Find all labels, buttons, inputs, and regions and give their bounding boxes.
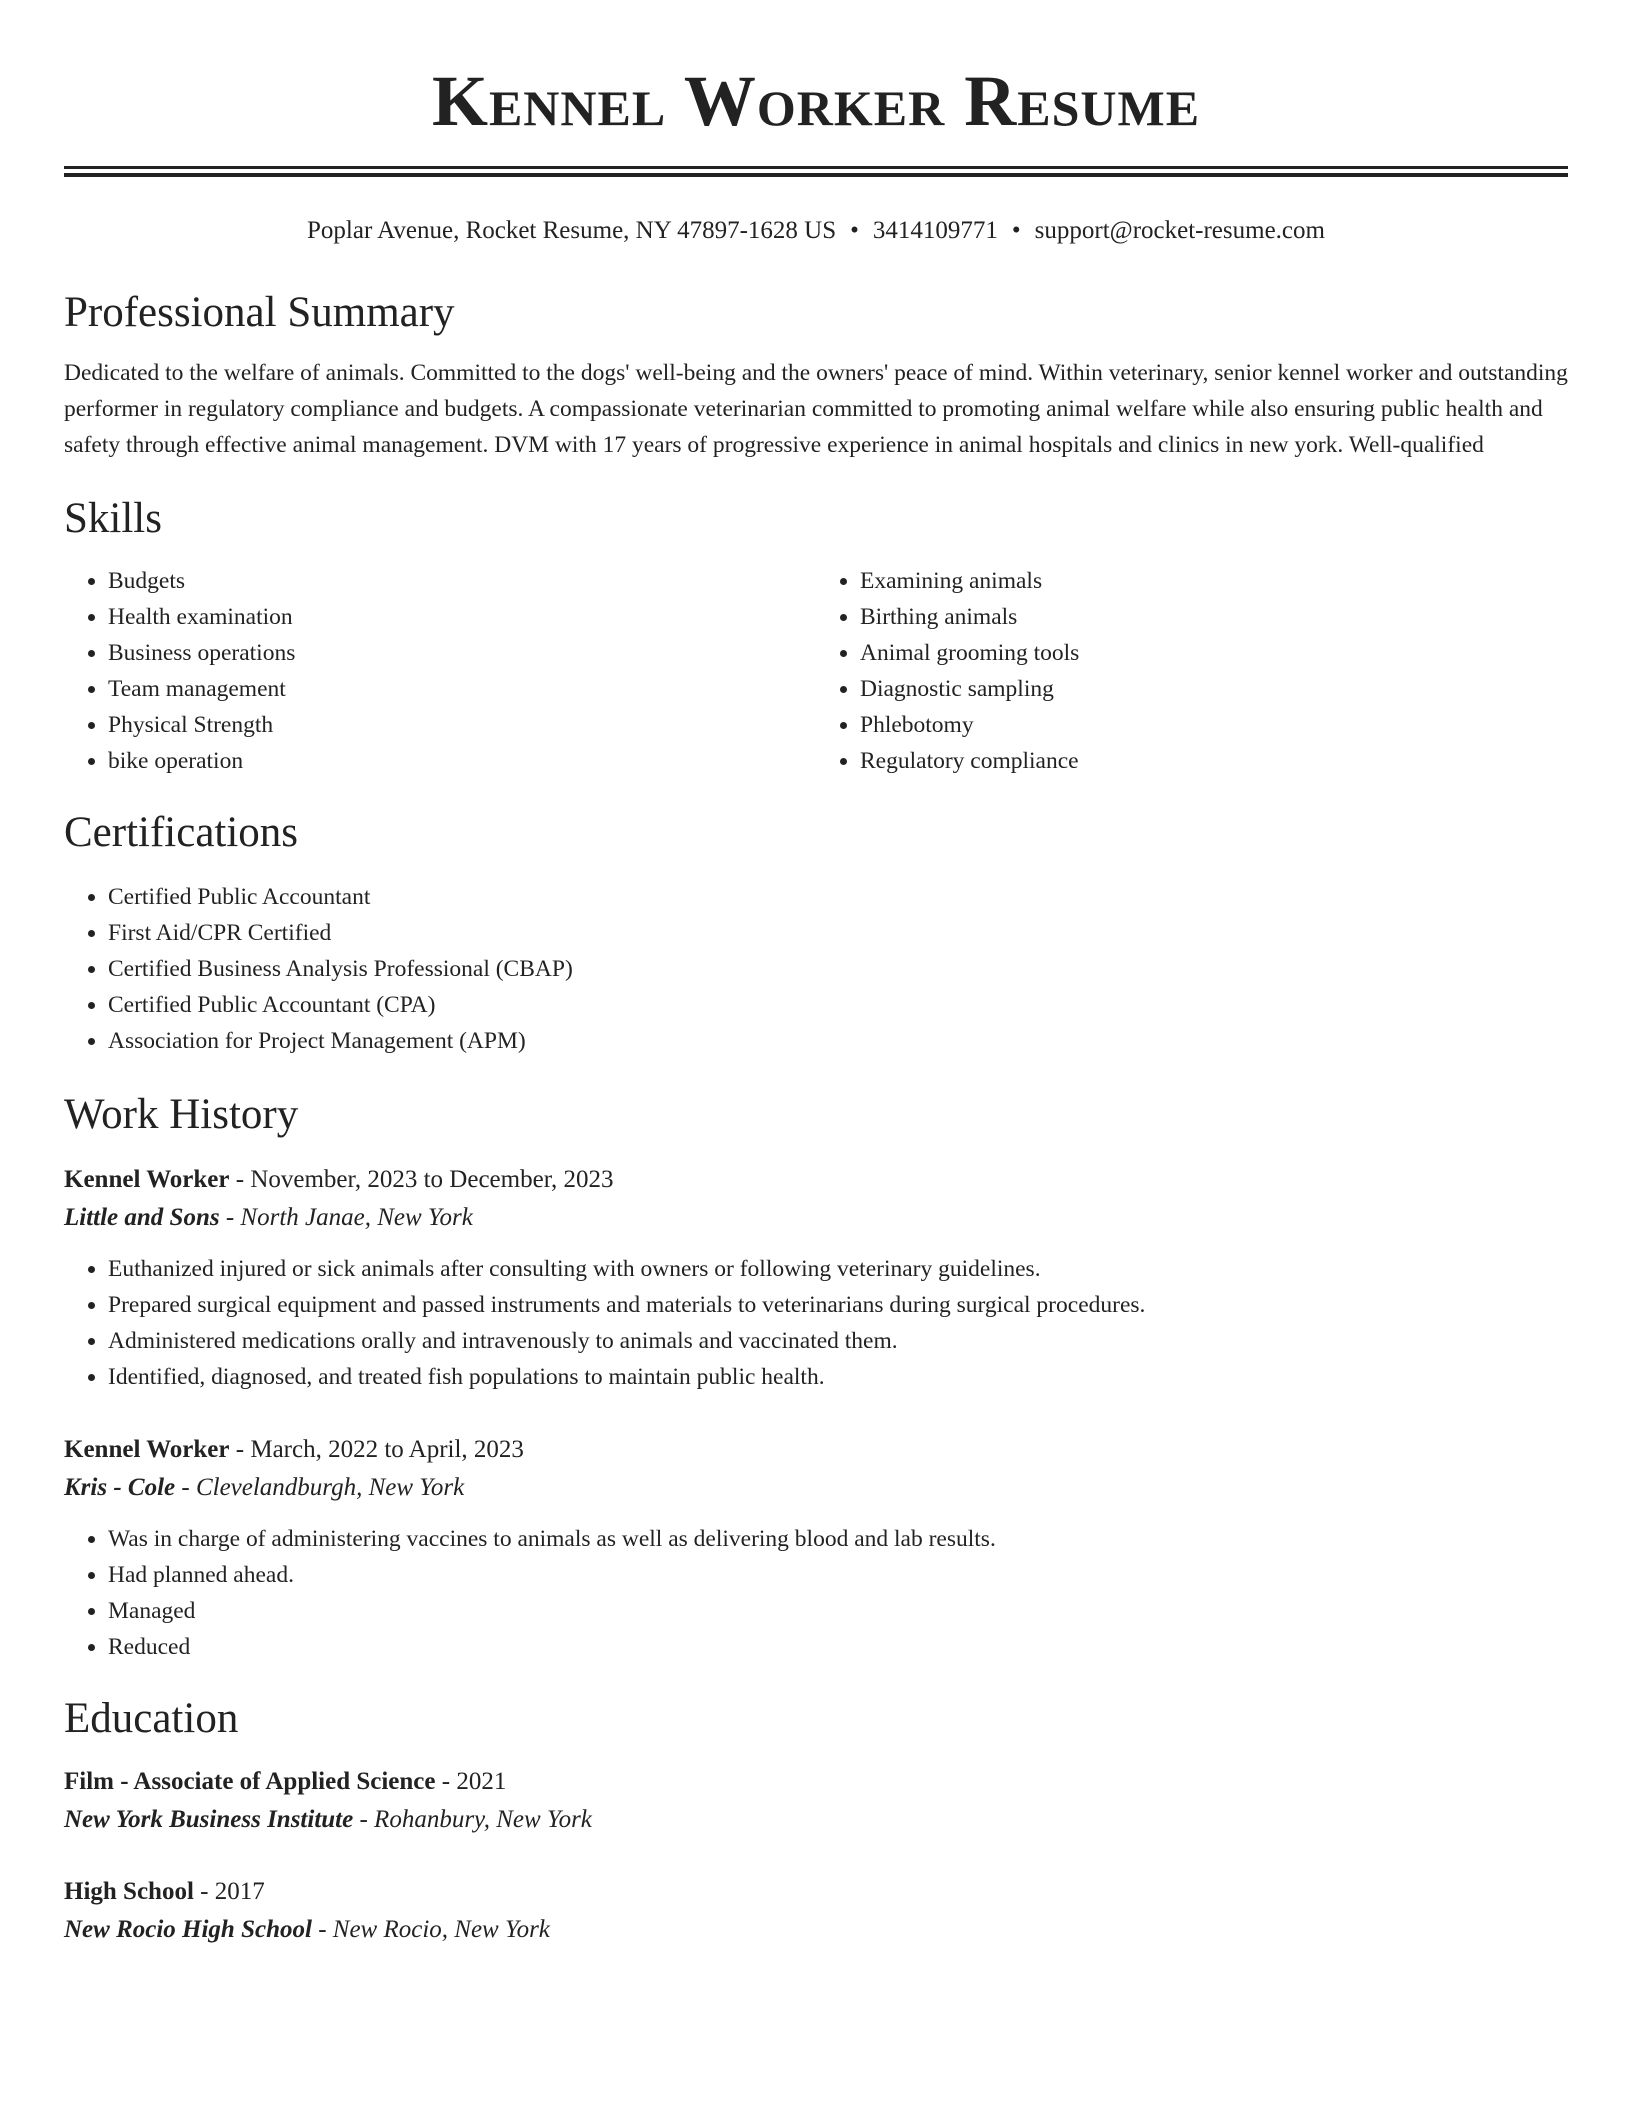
skills-list-left <box>64 563 816 779</box>
skill-item: • Regulatory compliance <box>860 743 1568 779</box>
job-location: - North Janae, New York <box>219 1204 473 1231</box>
skill-item: • Business operations <box>108 635 816 671</box>
job-bullets <box>64 1521 1568 1665</box>
education-entry <box>64 1873 1568 1949</box>
resume-title: Kennel Worker Resume <box>431 61 1201 141</box>
job-role: Kennel Worker <box>64 1166 230 1193</box>
skill-item: • Physical Strength <box>108 707 816 743</box>
job-bullet: • Euthanized injured or sick animals after consulting with owners or following veterinary guidelines. <box>108 1251 1568 1287</box>
skill-item: • Team management <box>108 671 816 707</box>
certification-item: • Certified Business Analysis Professional (CBAP) <box>108 951 1568 987</box>
job-bullet: • Administered medications orally and intravenously to animals and vaccinated them. <box>108 1323 1568 1359</box>
skill-item: • Budgets <box>108 563 816 599</box>
skill-item: • bike operation <box>108 743 816 779</box>
education-header <box>64 1763 1568 1801</box>
contact-line <box>64 215 1568 247</box>
skills-list-right <box>816 563 1568 779</box>
contact-email: support@rocket-resume.com <box>1034 217 1325 244</box>
section-heading-education: Education <box>64 1695 239 1742</box>
contact-address: Poplar Avenue, Rocket Resume, NY 47897-1628 US <box>307 217 837 244</box>
certification-item: • Certified Public Accountant <box>108 879 1568 915</box>
job-bullet: • Was in charge of administering vaccines to animals as well as delivering blood and lab results. <box>108 1521 1568 1557</box>
job-location: - Clevelandburgh, New York <box>175 1474 465 1501</box>
skill-item: • Health examination <box>108 599 816 635</box>
skills-columns <box>64 563 1568 779</box>
job-dates: - November, 2023 to December, 2023 <box>229 1166 614 1193</box>
job-bullet: • Prepared surgical equipment and passed instruments and materials to veterinarians during surgical procedures. <box>108 1287 1568 1323</box>
education-header <box>64 1873 1568 1911</box>
certification-item: • First Aid/CPR Certified <box>108 915 1568 951</box>
title-divider <box>64 166 1568 177</box>
job-role: Kennel Worker <box>64 1436 230 1463</box>
job-bullet: • Managed <box>108 1593 1568 1629</box>
education-school: New Rocio High School <box>64 1916 312 1943</box>
education-location: - New Rocio, New York <box>311 1916 550 1943</box>
certification-item: • Certified Public Accountant (CPA) <box>108 987 1568 1023</box>
contact-separator: • <box>850 217 859 244</box>
certifications-list <box>64 879 1568 1059</box>
job-header <box>64 1431 1568 1469</box>
job-employer <box>64 1469 1568 1507</box>
job-header <box>64 1161 1568 1199</box>
skill-item: • Birthing animals <box>860 599 1568 635</box>
contact-phone: 3414109771 <box>872 217 998 244</box>
education-year: - 2017 <box>193 1878 265 1905</box>
section-heading-skills: Skills <box>64 495 162 542</box>
job-entry <box>64 1431 1568 1665</box>
job-company: Little and Sons <box>64 1204 220 1231</box>
job-employer <box>64 1199 1568 1237</box>
contact-separator: • <box>1011 217 1021 244</box>
section-heading-work-history: Work History <box>64 1091 299 1138</box>
certification-item: • Association for Project Management (APM) <box>108 1023 1568 1059</box>
skill-item: • Animal grooming tools <box>860 635 1568 671</box>
education-school: New York Business Institute <box>64 1806 354 1833</box>
education-year: - 2021 <box>435 1768 507 1795</box>
education-entry <box>64 1763 1568 1839</box>
skill-item: • Phlebotomy <box>860 707 1568 743</box>
section-heading-summary: Professional Summary <box>64 289 455 336</box>
job-entry <box>64 1161 1568 1395</box>
education-degree: Film - Associate of Applied Science <box>64 1768 436 1795</box>
skill-item: • Diagnostic sampling <box>860 671 1568 707</box>
job-bullet: • Identified, diagnosed, and treated fish populations to maintain public health. <box>108 1359 1568 1395</box>
education-degree: High School <box>64 1878 194 1905</box>
job-company: Kris - Cole <box>64 1474 176 1501</box>
job-bullet: • Had planned ahead. <box>108 1557 1568 1593</box>
job-bullets <box>64 1251 1568 1395</box>
job-dates: - March, 2022 to April, 2023 <box>229 1436 524 1463</box>
summary-text: Dedicated to the welfare of animals. Committed to the dogs' well-being and the owners' peace of mind. Within veterinary, senior kennel worker and outstanding performer in regulatory compliance and budgets. A compassionate veterinarian committed to promoting animal welfare while also ensuring public health and safety through effective animal management. DVM with 17 years of progressive experience in animal hospitals and clinics in new york. Well-qualified <box>64 360 1568 458</box>
section-heading-certifications: Certifications <box>64 809 299 856</box>
education-institution <box>64 1801 1568 1839</box>
skill-item: • Examining animals <box>860 563 1568 599</box>
job-bullet: • Reduced <box>108 1629 1568 1665</box>
education-institution <box>64 1911 1568 1949</box>
education-location: - Rohanbury, New York <box>353 1806 592 1833</box>
